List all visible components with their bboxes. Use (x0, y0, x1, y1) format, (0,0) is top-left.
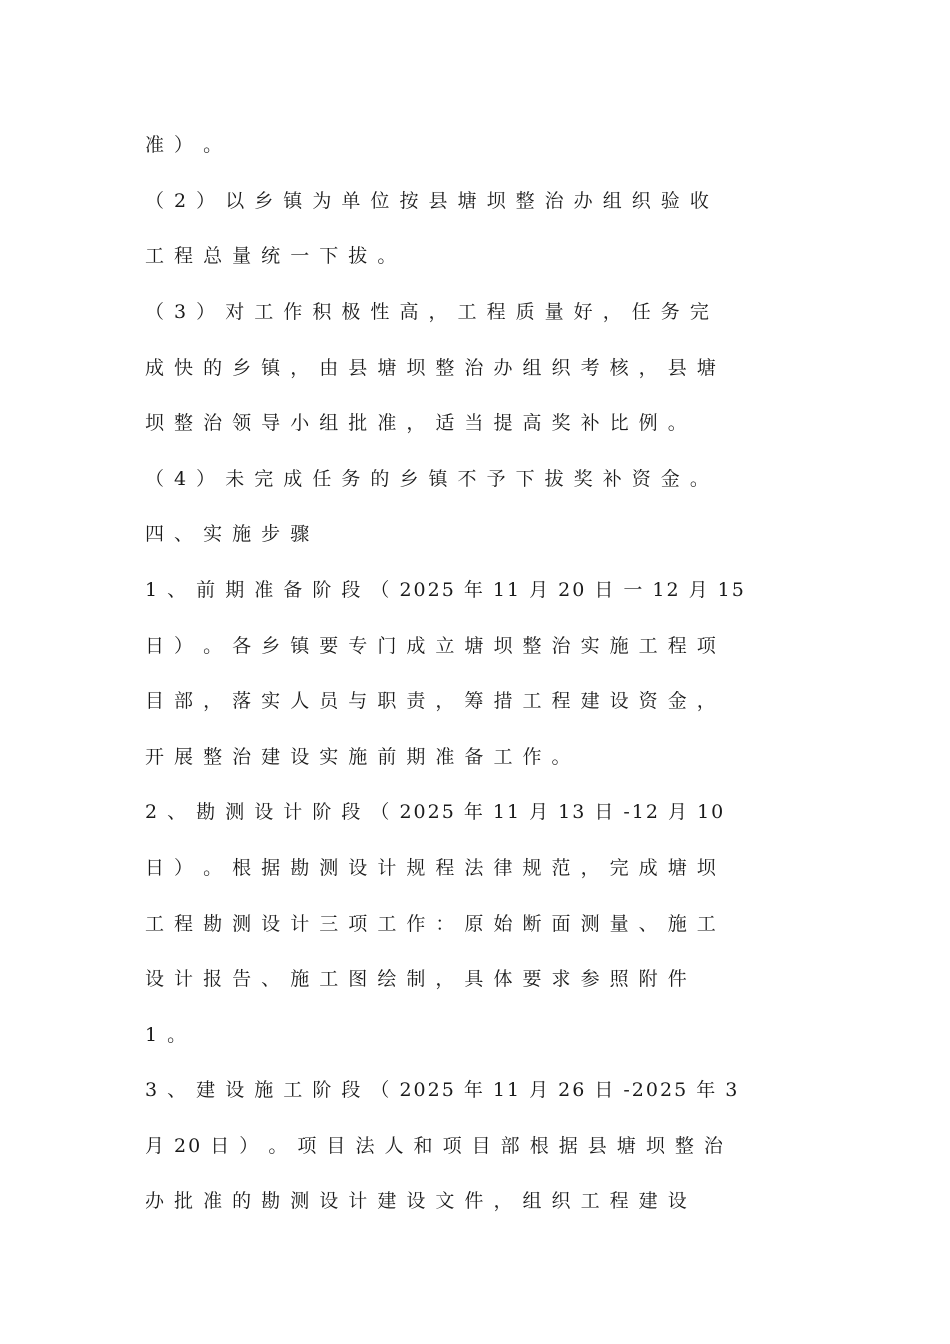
text-line: 成 快 的 乡 镇 ， 由 县 塘 坝 整 治 办 组 织 考 核 ， 县 塘 (145, 357, 718, 379)
text-line: 1 、 前 期 准 备 阶 段 （ 2025 年 11 月 20 日 一 12 月 15 (145, 579, 746, 601)
text-line: 3 、 建 设 施 工 阶 段 （ 2025 年 11 月 26 日 -2025 年 3 (145, 1079, 740, 1101)
text-line: 1 。 (145, 1024, 189, 1046)
text-line: （ 3 ） 对 工 作 积 极 性 高 ， 工 程 质 量 好 ， 任 务 完 (145, 301, 711, 323)
text-line: 月 20 日 ） 。 项 目 法 人 和 项 目 部 根 据 县 塘 坝 整 治 (145, 1135, 725, 1157)
text-line: 日 ） 。 各 乡 镇 要 专 门 成 立 塘 坝 整 治 实 施 工 程 项 (145, 635, 718, 657)
text-line: 办 批 准 的 勘 测 设 计 建 设 文 件 ， 组 织 工 程 建 设 (145, 1190, 689, 1212)
text-line: （ 2 ） 以 乡 镇 为 单 位 按 县 塘 坝 整 治 办 组 织 验 收 (145, 190, 711, 212)
text-line: 坝 整 治 领 导 小 组 批 准 ， 适 当 提 高 奖 补 比 例 。 (145, 412, 689, 434)
text-line: 开 展 整 治 建 设 实 施 前 期 准 备 工 作 。 (145, 746, 573, 768)
text-line: 日 ） 。 根 据 勘 测 设 计 规 程 法 律 规 范 ， 完 成 塘 坝 (145, 857, 718, 879)
text-line: 设 计 报 告 、 施 工 图 绘 制 ， 具 体 要 求 参 照 附 件 (145, 968, 689, 990)
text-line: 工 程 勘 测 设 计 三 项 工 作 ： 原 始 断 面 测 量 、 施 工 (145, 913, 718, 935)
text-line: 2 、 勘 测 设 计 阶 段 （ 2025 年 11 月 13 日 -12 月 10 (145, 801, 726, 823)
section-heading: 四 、 实 施 步 骤 (145, 523, 312, 545)
text-line: 工 程 总 量 统 一 下 拔 。 (145, 245, 399, 267)
text-line: 准 ） 。 (145, 134, 225, 156)
text-line: 目 部 ， 落 实 人 员 与 职 责 ， 筹 措 工 程 建 设 资 金 ， (145, 690, 718, 712)
text-line: （ 4 ） 未 完 成 任 务 的 乡 镇 不 予 下 拔 奖 补 资 金 。 (145, 468, 711, 490)
